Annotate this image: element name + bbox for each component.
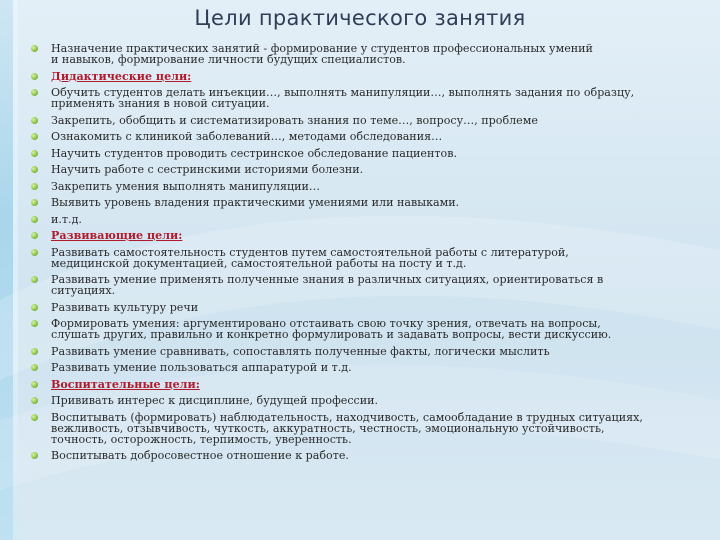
list-item-line: Развивать культуру речи — [51, 300, 199, 314]
list-item-line: Обучить студентов делать инъекции…, выполнять манипуляции…, выполнять задания по образцу, — [51, 86, 635, 100]
list-item-line: точность, осторожность, терпимость, уверенность. — [51, 432, 352, 446]
list-item-line: ситуациях. — [51, 284, 116, 298]
list-item-line: Формировать умения: аргументировано отстаивать свою точку зрения, отвечать на вопросы, — [51, 317, 601, 331]
bullet-icon — [31, 89, 38, 96]
list-item-line: Выявить уровень владения практическими умениями или навыками. — [51, 196, 460, 210]
list-item-line: Закрепить, обобщить и систематизировать знания по теме…, вопросу…, проблеме — [51, 113, 538, 127]
section-heading — [31, 379, 705, 390]
list-item-line: медицинской документацией, самостоятельной работы на посту и т.д. — [51, 256, 467, 270]
left-accent-bar — [0, 0, 13, 540]
list-item-line: и навыков, формирование личности будущих специалистов. — [51, 53, 406, 67]
bullet-icon — [31, 216, 38, 223]
list-item — [31, 43, 705, 65]
list-item-line: Научить студентов проводить сестринское обследование пациентов. — [51, 146, 457, 160]
list-item-line: Научить работе с сестринскими историями болезни. — [51, 163, 364, 177]
list-item — [31, 395, 705, 406]
bullet-icon — [31, 397, 38, 404]
bullet-icon — [31, 414, 38, 421]
list-item — [31, 247, 705, 269]
list-item — [31, 302, 705, 313]
section-heading — [31, 230, 705, 241]
list-item — [31, 131, 705, 142]
list-item — [31, 115, 705, 126]
list-item-line: Воспитывать (формировать) наблюдательность, находчивость, самообладание в трудных ситуациях, — [51, 410, 643, 424]
list-item-line: Ознакомить с клиникой заболеваний…, методами обследования… — [51, 130, 443, 144]
list-item-line: Прививать интерес к дисциплине, будущей профессии. — [51, 394, 379, 408]
bullet-icon — [31, 45, 38, 52]
section-heading — [31, 71, 705, 82]
list-item-line: применять знания в новой ситуации. — [51, 97, 270, 111]
list-item-line: Развивать умение пользоваться аппаратурой и т.д. — [51, 361, 352, 375]
goals-list — [31, 43, 705, 467]
bullet-icon — [31, 452, 38, 459]
list-item — [31, 318, 705, 340]
list-item — [31, 274, 705, 296]
list-item — [31, 87, 705, 109]
bullet-icon — [31, 73, 38, 80]
bullet-icon — [31, 364, 38, 371]
bullet-icon — [31, 276, 38, 283]
list-item — [31, 362, 705, 373]
list-item-line: Развивать самостоятельность студентов путем самостоятельной работы с литературой, — [51, 245, 569, 259]
bullet-icon — [31, 183, 38, 190]
bullet-icon — [31, 117, 38, 124]
list-item — [31, 412, 705, 445]
list-item-line: Развивать умение сравнивать, сопоставлять полученные факты, логически мыслить — [51, 344, 550, 358]
bullet-icon — [31, 381, 38, 388]
list-item — [31, 197, 705, 208]
bullet-icon — [31, 133, 38, 140]
list-item-line: Развивать умение применять полученные знания в различных ситуациях, ориентироваться в — [51, 273, 604, 287]
list-item-line: слушать других, правильно и конкретно формулировать и задавать вопросы, вести дискуссию. — [51, 328, 612, 342]
bullet-icon — [31, 320, 38, 327]
list-item — [31, 181, 705, 192]
slide-title: Цели практического занятия — [194, 6, 526, 30]
list-item-line: и.т.д. — [51, 212, 82, 226]
list-item-line: Развивающие цели: — [51, 229, 183, 243]
bullet-icon — [31, 304, 38, 311]
list-item-line: Закрепить умения выполнять манипуляции… — [51, 179, 320, 193]
list-item-line: Воспитывать добросовестное отношение к работе. — [51, 449, 349, 463]
list-item-line: Воспитательные цели: — [51, 377, 200, 391]
bullet-icon — [31, 199, 38, 206]
list-item — [31, 164, 705, 175]
bullet-icon — [31, 232, 38, 239]
bullet-icon — [31, 249, 38, 256]
list-item-line: Назначение практических занятий - формирование у студентов профессиональных умений — [51, 42, 593, 55]
left-accent-stripe — [13, 0, 18, 540]
list-item — [31, 450, 705, 461]
list-item — [31, 148, 705, 159]
list-item-line: Дидактические цели: — [51, 69, 192, 83]
list-item-line: вежливость, отзывчивость, чуткость, аккуратность, честность, эмоциональную устойчивость, — [51, 421, 605, 435]
list-item — [31, 346, 705, 357]
bullet-icon — [31, 348, 38, 355]
list-item — [31, 214, 705, 225]
bullet-icon — [31, 150, 38, 157]
bullet-icon — [31, 166, 38, 173]
